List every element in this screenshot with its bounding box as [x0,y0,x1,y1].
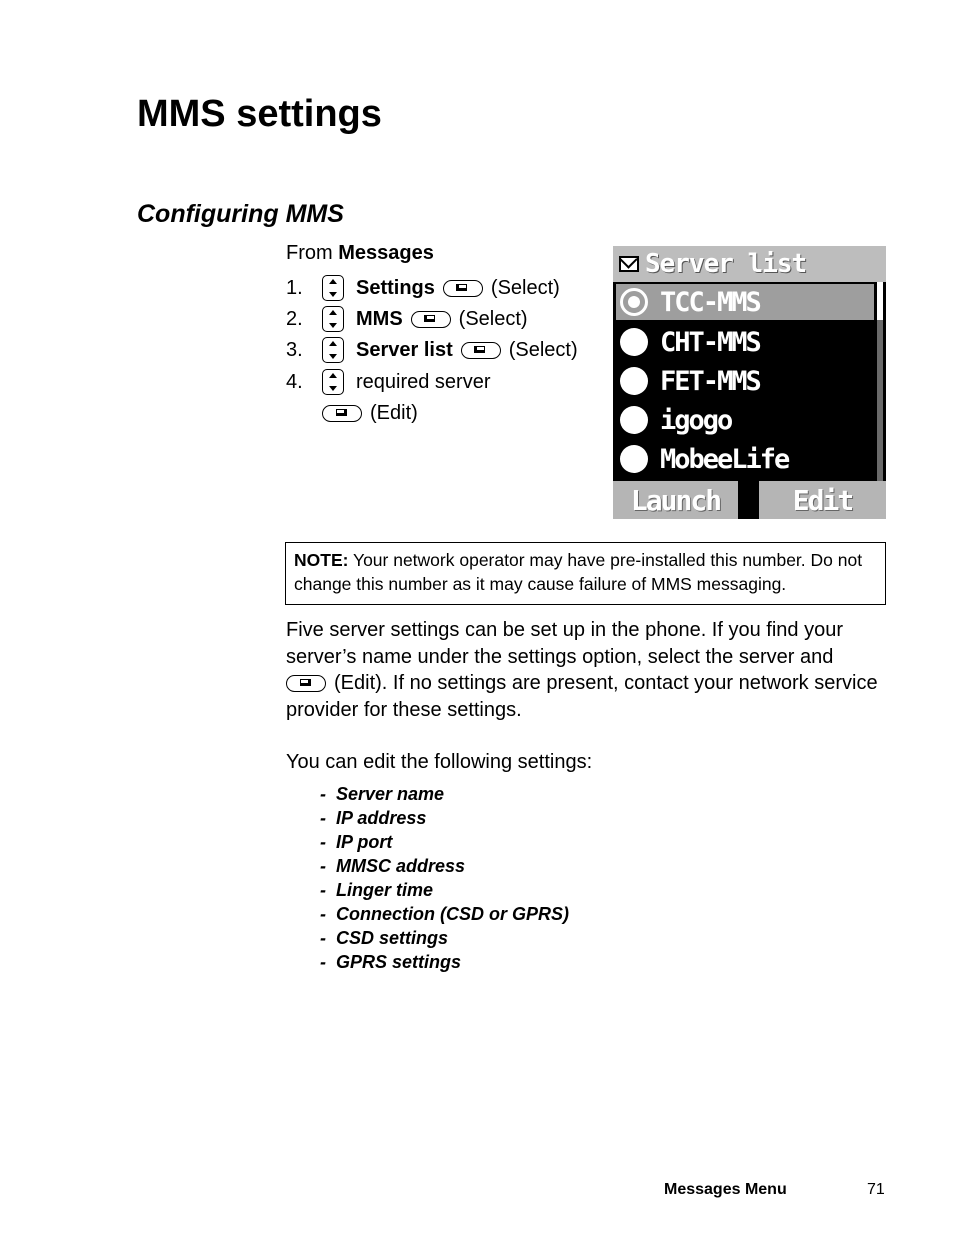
step-1 [286,275,560,301]
left-soft-key-icon [443,280,483,297]
server-item-igogo[interactable] [616,402,874,438]
radio-icon [620,367,648,395]
from-menu: Messages [338,242,434,264]
step-action: (Select) [508,339,578,361]
left-soft-key-icon [411,311,451,328]
list-item: - Connection (CSD or GPRS) [320,904,569,924]
server-item-tcc-mms[interactable] [616,284,874,320]
server-item-cht-mms[interactable] [616,324,874,360]
list-item: - GPRS settings [320,952,462,972]
server-label: MobeeLife [660,443,789,475]
phone-header-title: Server list [645,249,807,279]
list-item: - IP port [320,832,393,852]
body-paragraph-servers [286,617,886,723]
footer-page-number: 71 [867,1181,885,1198]
phone-header [613,246,886,282]
note-text: Your network operator may have pre-installed this number. Do not change this number as it may cause failure of MMS messaging. [294,550,863,594]
step-action: (Edit) [370,402,418,424]
radio-icon [620,406,648,434]
navigation-key-icon [322,306,344,332]
left-soft-key-icon [461,342,501,359]
navigation-key-icon [322,369,344,395]
envelope-icon [619,256,639,272]
step-item: Settings [356,277,435,299]
settings-list [320,782,569,974]
list-item-text: MMSC address [336,856,466,876]
scrollbar-thumb[interactable] [877,282,883,320]
footer-section-title: Messages Menu [664,1181,787,1198]
server-label: CHT-MMS [660,326,760,358]
step-number: 3. [286,339,303,361]
step-item: MMS [356,308,403,330]
section-title: Configuring MMS [137,200,344,228]
step-item: required server [356,371,491,393]
radio-icon [620,445,648,473]
note-box [285,542,886,605]
step-4-continuation [314,400,418,426]
paragraph-text: (Edit). If no settings are present, contact your network service provider for these settings. [286,672,878,721]
note-label: NOTE: [294,550,349,570]
step-number: 4. [286,371,303,393]
edit-softkey[interactable]: Edit [759,481,886,519]
navigation-key-icon [322,275,344,301]
server-label: igogo [660,404,732,436]
phone-screen [613,246,886,519]
list-item-text: Connection (CSD or GPRS) [336,904,569,924]
launch-softkey[interactable]: Launch [613,481,738,519]
step-item: Server list [356,339,453,361]
step-number: 1. [286,277,303,299]
server-item-mobeelife[interactable] [616,441,874,477]
step-action: (Select) [490,277,560,299]
radio-selected-icon [620,288,648,316]
list-item: - IP address [320,808,427,828]
page-title: MMS settings [137,93,382,135]
list-item-text: IP port [336,832,393,852]
step-2 [286,306,528,332]
list-item-text: IP address [336,808,427,828]
paragraph-text: Five server settings can be set up in the phone. If you find your server’s name under the settings option, select the server and [286,619,843,668]
list-item-text: Linger time [336,880,434,900]
step-action: (Select) [458,308,528,330]
right-soft-key-icon [286,675,326,692]
from-prefix: From [286,242,333,264]
server-label: FET-MMS [660,365,760,397]
step-3 [286,337,578,363]
server-label: TCC-MMS [660,286,760,318]
navigation-key-icon [322,337,344,363]
list-item: - CSD settings [320,928,449,948]
from-line [286,240,434,266]
right-soft-key-icon [322,405,362,422]
list-item: - Linger time [320,880,434,900]
radio-icon [620,328,648,356]
server-item-fet-mms[interactable] [616,363,874,399]
list-item-text: CSD settings [336,928,449,948]
step-4 [286,369,491,395]
list-item: - MMSC address [320,856,466,876]
list-item-text: Server name [336,784,445,804]
list-item-text: GPRS settings [336,952,462,972]
list-item: - Server name [320,784,445,804]
step-number: 2. [286,308,303,330]
body-paragraph-settings: You can edit the following settings: [286,751,593,773]
